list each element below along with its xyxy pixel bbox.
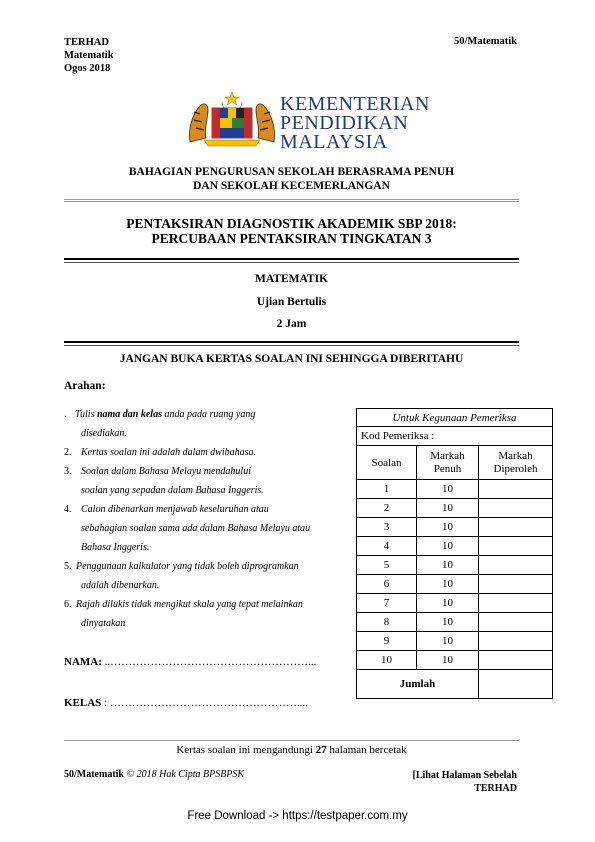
score-cell[interactable] xyxy=(479,575,553,594)
score-cell[interactable] xyxy=(479,537,553,556)
name-label: NAMA: xyxy=(64,656,102,668)
divider-1 xyxy=(64,199,519,202)
name-dots: ..………………………………………………... xyxy=(104,656,317,668)
instruction-item: 4. Calon dibenarkan menjawab keseluruhan atau xyxy=(64,504,269,515)
class-field[interactable] xyxy=(64,697,308,709)
score-cell[interactable] xyxy=(479,613,553,632)
score-cell[interactable] xyxy=(479,632,553,651)
class-label: KELAS xyxy=(64,697,102,709)
table-row: 9 10 xyxy=(357,632,553,651)
score-cell[interactable] xyxy=(479,518,553,537)
division-heading xyxy=(64,165,519,193)
paper-type: Ujian Bertulis xyxy=(256,296,327,308)
next-page-note: [Lihat Halaman Sebelah xyxy=(412,770,517,781)
instruction-item: 2. Kertas soalan ini adalah dalam dwibahasa. xyxy=(64,447,257,458)
paper-code: 50/Matematik xyxy=(454,36,517,47)
instruction-item: dinyatakan xyxy=(81,618,126,629)
score-cell[interactable] xyxy=(479,499,553,518)
table-row: 6 10 xyxy=(357,575,553,594)
table-row: 3 10 xyxy=(357,518,553,537)
instruction-item: . Tulis nama dan kelas anda pada ruang yang xyxy=(64,409,256,420)
warning-text: JANGAN BUKA KERTAS SOALAN INI SEHINGGA DIBERITAHU xyxy=(119,353,464,365)
instruction-item: sebahagian soalan sama ada dalam Bahasa Melayu atau xyxy=(81,523,311,534)
classification-label: TERHAD xyxy=(64,37,109,48)
table-row: 1 10 xyxy=(357,480,553,499)
logo-line-2: PENDIDIKAN xyxy=(280,112,409,134)
footer-divider xyxy=(64,740,519,741)
instruction-item: 3. Soalan dalam Bahasa Melayu mendahului xyxy=(64,466,251,477)
footer-copyright: 50/Matematik © 2018 Hak Cipta BPSBPSK xyxy=(64,769,245,780)
instruction-item: soalan yang sepadan dalam Bahasa Inggeris. xyxy=(81,485,264,496)
total-row xyxy=(357,670,553,699)
total-label: Jumlah xyxy=(357,670,479,699)
division-line-1: BAHAGIAN PENGURUSAN SEKOLAH BERASRAMA PENUH xyxy=(128,166,455,178)
footer-terhad: TERHAD xyxy=(474,783,517,794)
divider-2 xyxy=(64,258,519,263)
examiner-table xyxy=(356,408,553,699)
table-row: 7 10 xyxy=(357,594,553,613)
total-score-cell[interactable] xyxy=(479,670,553,699)
page-count-note: Kertas soalan ini mengandungi 27 halaman bercetak xyxy=(176,744,407,756)
instruction-item: 5. Penggunaan kalkulator yang tidak boleh diprogramkan xyxy=(64,561,299,572)
download-link[interactable]: Free Download -> https://testpaper.com.my xyxy=(187,810,408,822)
logo-line-3: MALAYSIA xyxy=(280,131,388,153)
instruction-item: disediakan. xyxy=(81,428,127,439)
duration: 2 Jam xyxy=(276,318,307,330)
table-row: 8 10 xyxy=(357,613,553,632)
ministry-logo-text xyxy=(280,95,430,152)
header-left xyxy=(64,36,114,75)
exam-title xyxy=(64,216,519,246)
exam-title-line-2: PERCUBAAN PENTAKSIRAN TINGKATAN 3 xyxy=(151,231,432,246)
col-header-markah-penuh: Markah Penuh xyxy=(417,446,479,480)
score-cell[interactable] xyxy=(479,556,553,575)
divider-3 xyxy=(64,341,519,346)
score-cell[interactable] xyxy=(479,594,553,613)
subject-label: Matematik xyxy=(64,50,114,61)
instruction-item: Bahasa Inggeris. xyxy=(81,542,150,553)
table-row: 2 10 xyxy=(357,499,553,518)
instruction-item: adalah dibenarkan. xyxy=(81,580,160,591)
table-row: 5 10 xyxy=(357,556,553,575)
crest-logo xyxy=(186,92,278,148)
date-label: Ogos 2018 xyxy=(64,63,111,74)
examiner-code-label: Kod Pemeriksa : xyxy=(357,427,553,446)
instructions-heading: Arahan: xyxy=(64,380,106,392)
instruction-item: 6. Rajah dilukis tidak mengikut skala yang tepat melainkan xyxy=(64,599,303,610)
class-dots: : …………………………………………….... xyxy=(104,697,308,709)
score-cell[interactable] xyxy=(479,651,553,670)
logo-line-1: KEMENTERIAN xyxy=(280,93,430,115)
division-line-2: DAN SEKOLAH KECEMERLANGAN xyxy=(193,180,390,192)
name-field[interactable] xyxy=(64,656,316,668)
col-header-soalan: Soalan xyxy=(357,446,417,480)
instructions-list xyxy=(64,405,349,633)
table-row: 4 10 xyxy=(357,537,553,556)
exam-title-line-1: PENTAKSIRAN DIAGNOSTIK AKADEMIK SBP 2018: xyxy=(126,216,457,231)
subject-name: MATEMATIK xyxy=(254,273,329,285)
table-caption: Untuk Kegunaan Pemeriksa xyxy=(357,409,553,427)
col-header-markah-diperoleh: Markah Diperoleh xyxy=(479,446,553,480)
score-cell[interactable] xyxy=(479,480,553,499)
footer-right xyxy=(413,769,517,795)
table-row: 10 10 xyxy=(357,651,553,670)
